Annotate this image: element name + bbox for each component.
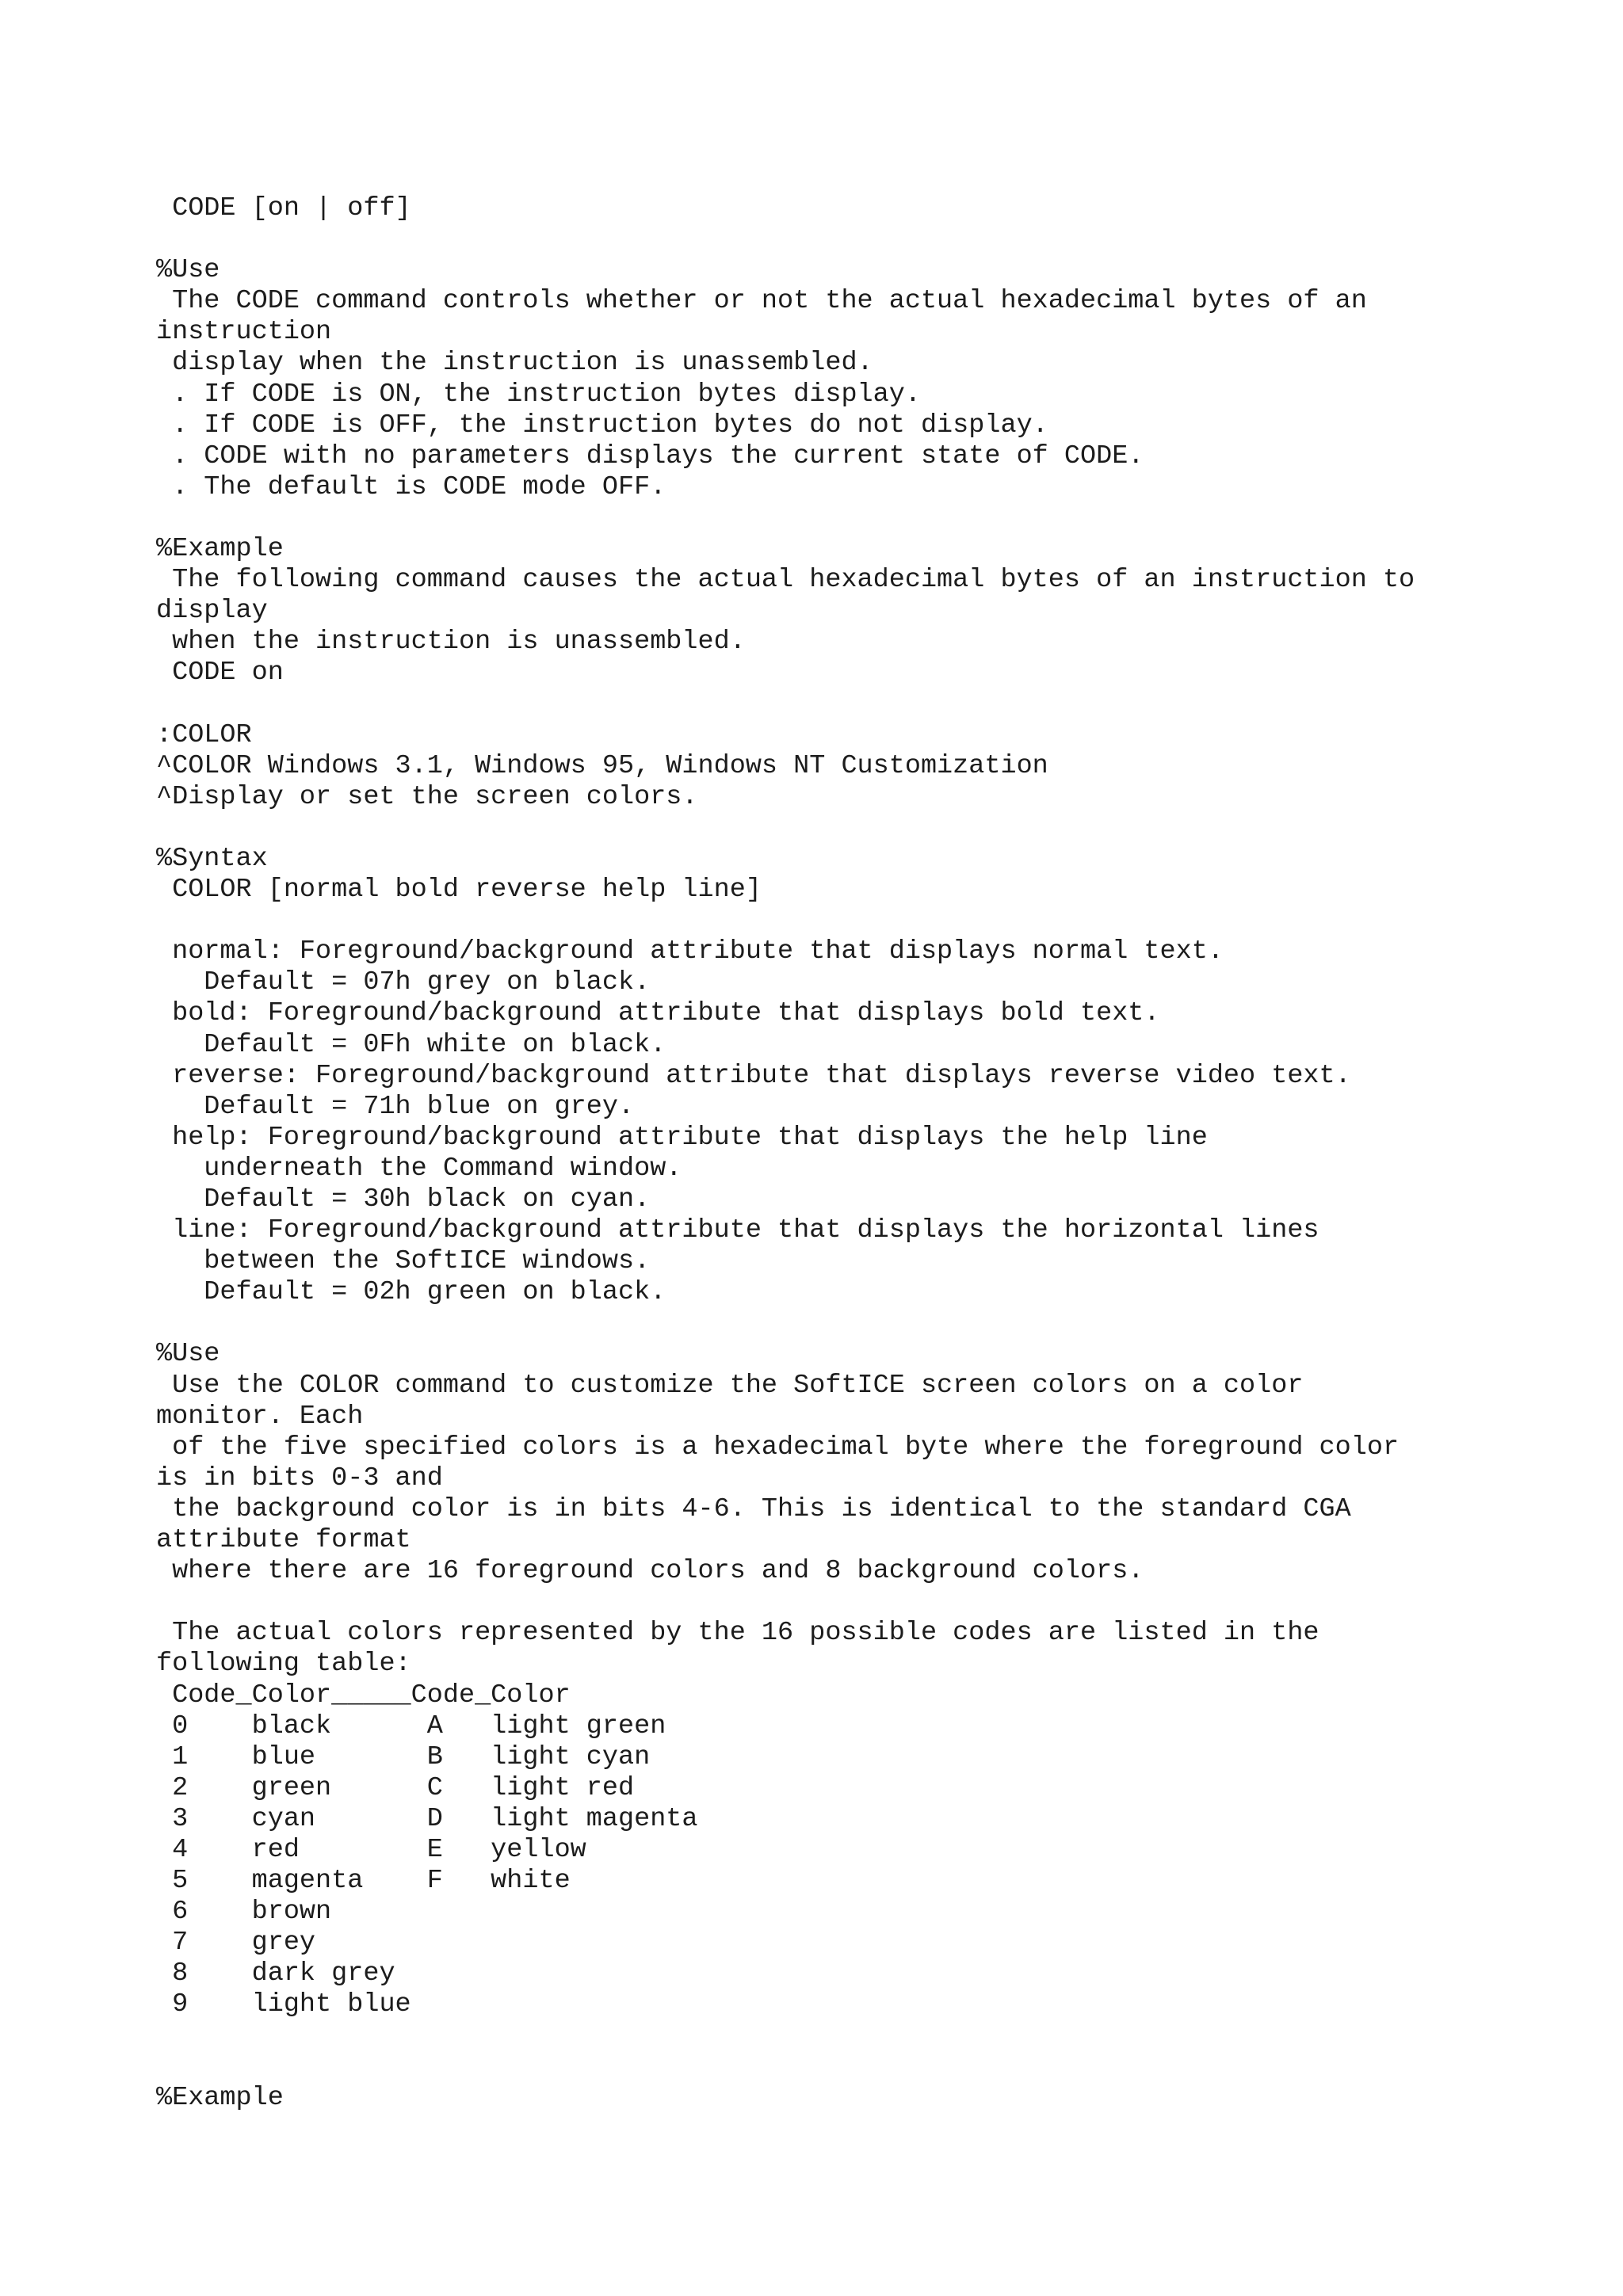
text-line: help: Foreground/background attribute that displays the help line [156, 1122, 1208, 1153]
text-line: The actual colors represented by the 16 possible codes are listed in the [156, 1618, 1319, 1649]
text-line: CODE on [156, 658, 284, 688]
blank-line [156, 906, 1583, 936]
text-line: CODE [on | off] [156, 193, 411, 223]
text-line: of the five specified colors is a hexadecimal byte where the foreground color [156, 1432, 1400, 1463]
text-line: 7 grey [156, 1928, 316, 1958]
blank-line [156, 813, 1583, 844]
text-line: The CODE command controls whether or not the actual hexadecimal bytes of an [156, 286, 1367, 317]
text-line: Default = 0Fh white on black. [156, 1029, 666, 1060]
text-line: :COLOR [156, 719, 252, 750]
text-line: 8 dark grey [156, 1958, 395, 1989]
text-line: 1 blue B light cyan [156, 1741, 651, 1772]
text-line: 6 brown [156, 1897, 332, 1928]
text-line: reverse: Foreground/background attribute that displays reverse video text. [156, 1060, 1351, 1091]
text-line: 5 magenta F white [156, 1866, 571, 1897]
text-line: Default = 02h green on black. [156, 1277, 666, 1308]
text-line: . If CODE is ON, the instruction bytes display. [156, 379, 921, 410]
text-line: line: Foreground/background attribute that displays the horizontal lines [156, 1215, 1319, 1246]
text-line: the background color is in bits 4-6. This is identical to the standard CGA [156, 1493, 1351, 1524]
text-line: 3 cyan D light magenta [156, 1803, 698, 1834]
text-line: bold: Foreground/background attribute that displays bold text. [156, 998, 1160, 1029]
text-line: Default = 30h black on cyan. [156, 1184, 651, 1215]
text-line: %Example [156, 2082, 284, 2113]
text-line: %Example [156, 534, 284, 565]
text-line: instruction [156, 317, 332, 348]
text-line: between the SoftICE windows. [156, 1246, 651, 1277]
blank-line [156, 503, 1583, 534]
text-line: Code_Color_____Code_Color [156, 1680, 571, 1711]
text-line: monitor. Each [156, 1401, 364, 1432]
text-line: %Use [156, 1339, 220, 1370]
text-line: underneath the Command window. [156, 1153, 682, 1184]
text-line: 9 light blue [156, 1989, 411, 2020]
text-line: Default = 71h blue on grey. [156, 1091, 635, 1122]
text-line: . If CODE is OFF, the instruction bytes do not display. [156, 410, 1048, 441]
text-line: when the instruction is unassembled. [156, 627, 746, 658]
text-line: where there are 16 foreground colors and 8 background colors. [156, 1556, 1144, 1587]
text-line: The following command causes the actual hexadecimal bytes of an instruction to [156, 565, 1415, 596]
text-line: is in bits 0-3 and [156, 1463, 443, 1493]
text-line: . The default is CODE mode OFF. [156, 471, 666, 502]
text-line: following table: [156, 1649, 411, 1680]
blank-line [156, 2021, 1583, 2052]
text-line: ^COLOR Windows 3.1, Windows 95, Windows NT Customization [156, 750, 1048, 781]
text-line: %Use [156, 255, 220, 286]
text-line: COLOR [normal bold reverse help line] [156, 875, 762, 906]
text-line: . CODE with no parameters displays the current state of CODE. [156, 441, 1144, 471]
blank-line [156, 1308, 1583, 1339]
text-line: %Syntax [156, 843, 268, 874]
blank-line [156, 689, 1583, 720]
text-line: 2 green C light red [156, 1772, 635, 1803]
text-line: attribute format [156, 1525, 411, 1556]
text-line: Default = 07h grey on black. [156, 967, 651, 998]
text-line: 0 black A light green [156, 1711, 666, 1741]
text-line: normal: Foreground/background attribute that displays normal text. [156, 936, 1224, 967]
text-line: display when the instruction is unassembled. [156, 348, 873, 379]
document-text [156, 193, 1583, 2114]
blank-line [156, 224, 1583, 255]
text-line: ^Display or set the screen colors. [156, 781, 698, 812]
blank-line [156, 1587, 1583, 1618]
text-line: display [156, 596, 268, 627]
text-line: Use the COLOR command to customize the SoftICE screen colors on a color [156, 1370, 1304, 1401]
text-line: 4 red E yellow [156, 1834, 586, 1865]
blank-line [156, 2052, 1583, 2083]
